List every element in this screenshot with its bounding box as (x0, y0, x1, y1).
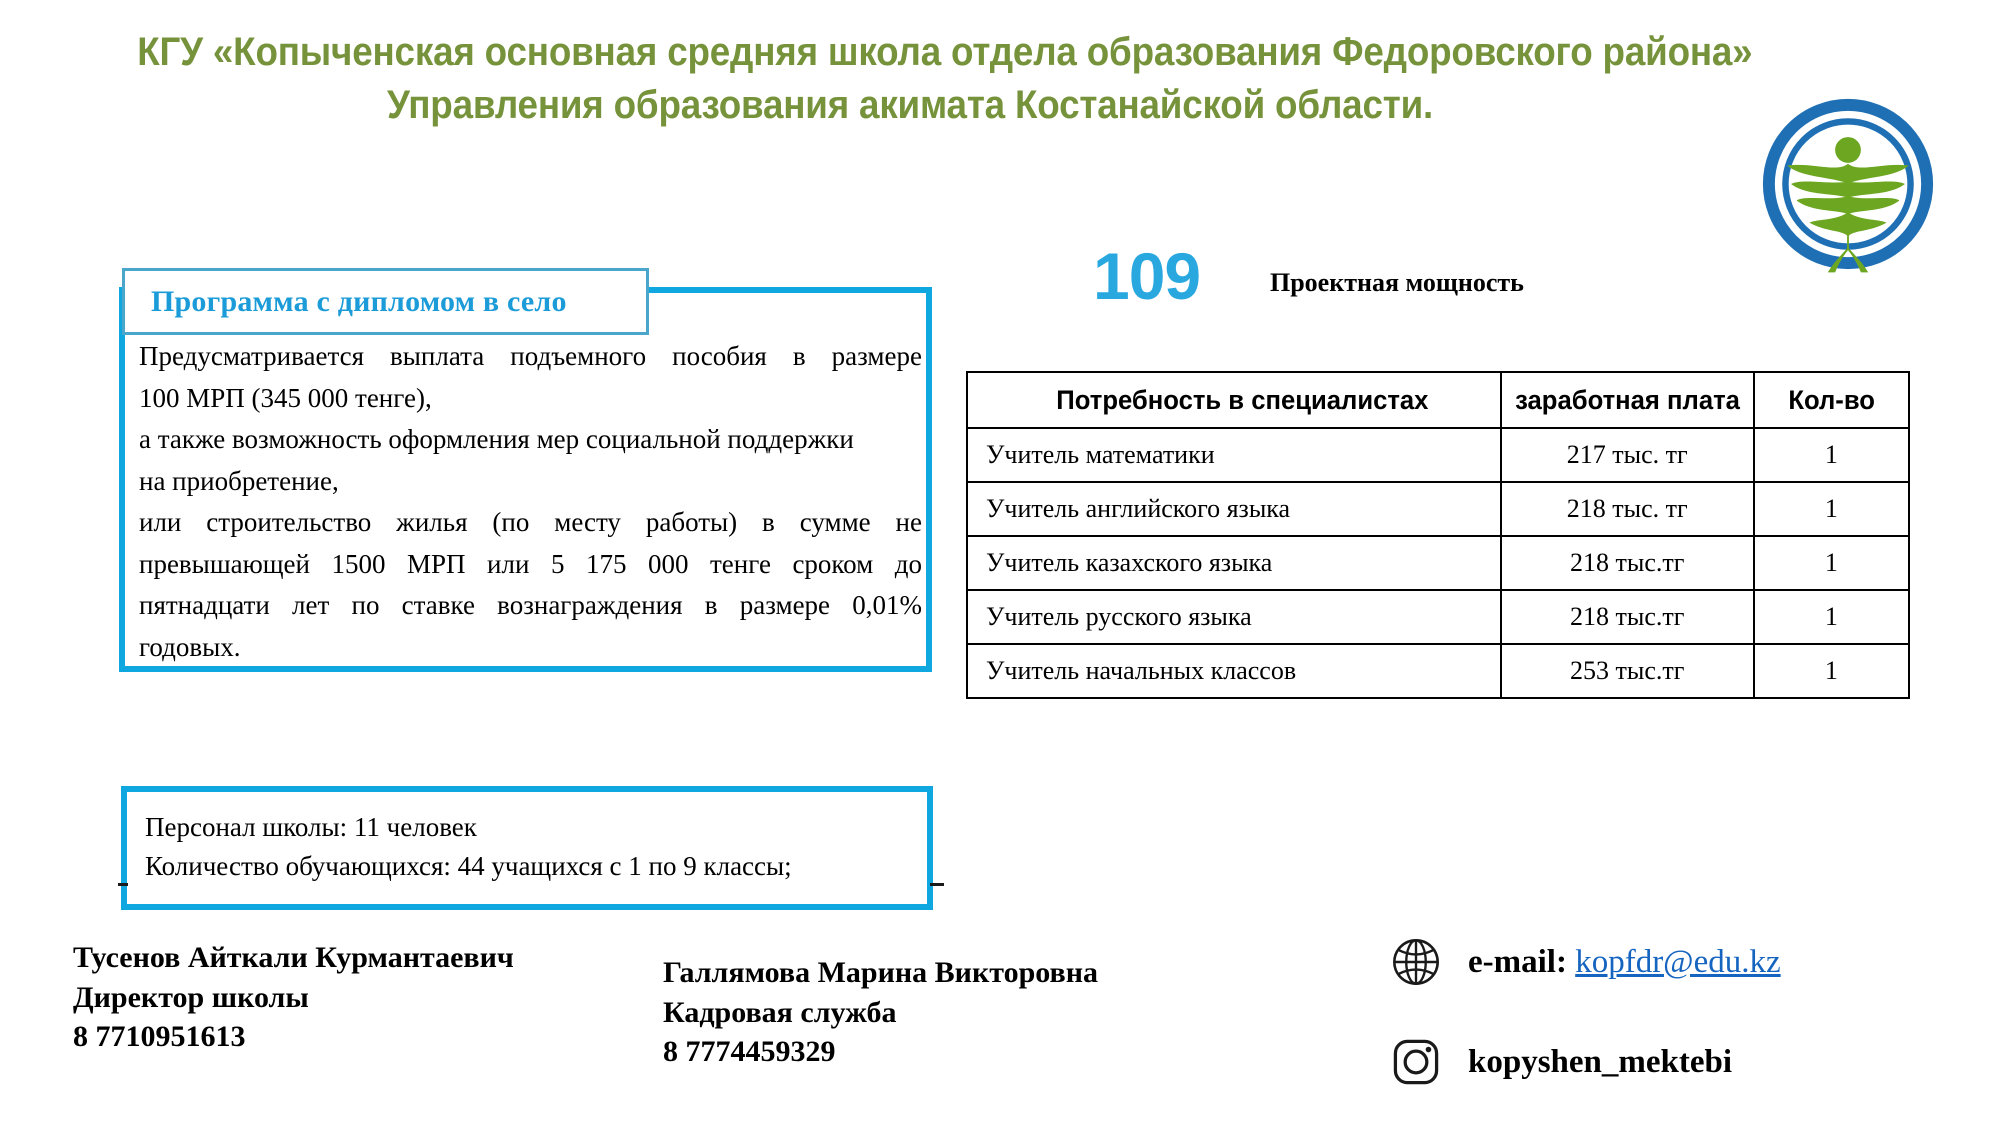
stray-tick-left (118, 883, 128, 886)
cell-salary: 218 тыс.тг (1501, 590, 1754, 644)
program-header-label: Программа с дипломом в село (151, 284, 567, 318)
program-line-4: на приобретение, (139, 465, 339, 496)
email-link[interactable]: kopfdr@edu.kz (1575, 943, 1781, 980)
program-body-text (139, 336, 922, 669)
email-text (1468, 944, 1781, 981)
program-line-7: пятнадцати лет по ставке вознаграждения в размере 0,01% (139, 590, 922, 621)
program-line-3: а также возможность оформления мер социальной поддержки (139, 424, 854, 455)
cell-qty: 1 (1754, 644, 1909, 698)
cell-role: Учитель начальных классов (967, 644, 1501, 698)
table-header-salary: заработная плата (1507, 372, 1747, 428)
contact-name: Тусенов Айткали Курмантаевич (73, 941, 514, 974)
cell-role: Учитель русского языка (967, 590, 1501, 644)
cell-salary: 253 тыс.тг (1501, 644, 1754, 698)
cell-salary: 217 тыс. тг (1501, 428, 1754, 482)
cell-role: Учитель математики (967, 428, 1501, 482)
table-header-row (967, 372, 1909, 428)
table-row (967, 644, 1909, 698)
cell-qty: 1 (1754, 482, 1909, 536)
cell-role: Учитель казахского языка (967, 536, 1501, 590)
contact-role: Директор школы (73, 980, 309, 1014)
program-line-8: годовых. (139, 632, 241, 663)
program-line-5: или строительство жилья (по месту работы) в сумме не (139, 507, 922, 538)
specialist-needs-table (966, 371, 1910, 699)
cell-salary: 218 тыс. тг (1501, 482, 1754, 536)
program-header-chip (122, 268, 649, 335)
design-capacity-label: Проектная мощность (1270, 268, 1524, 297)
design-capacity-number: 109 (1093, 239, 1201, 313)
contact-role: Кадровая служба (663, 995, 897, 1029)
instagram-icon (1390, 1036, 1442, 1088)
education-emblem-logo (1756, 92, 1940, 276)
table-row (967, 590, 1909, 644)
email-label: e-mail: (1468, 943, 1567, 980)
cell-qty: 1 (1754, 590, 1909, 644)
cell-qty: 1 (1754, 428, 1909, 482)
table-header-qty: Кол-во (1758, 372, 1906, 428)
table-row (967, 536, 1909, 590)
table-header-role: Потребность в специалистах (980, 372, 1487, 428)
page-title-line-1: КГУ «Копыченская основная средняя школа отдела образования Федоровского района» (137, 30, 1753, 74)
student-count-line: Количество обучающихся: 44 учащихся с 1 по 9 классы; (145, 850, 792, 881)
stray-tick-right (930, 883, 944, 886)
staff-count-line: Персонал школы: 11 человек (145, 812, 477, 842)
contact-phone: 8 7710951613 (73, 1020, 246, 1054)
contact-director (73, 938, 514, 1057)
cell-qty: 1 (1754, 536, 1909, 590)
globe-icon (1390, 936, 1442, 988)
instagram-row (1390, 1036, 1732, 1088)
table-row (967, 482, 1909, 536)
cell-salary: 218 тыс.тг (1501, 536, 1754, 590)
page-title-line-2: Управления образования акимата Костанайской области. (386, 83, 1434, 128)
contact-phone: 8 7774459329 (663, 1035, 836, 1069)
program-line-2: 100 МРП (345 000 тенге), (139, 382, 432, 413)
staff-info-box (121, 786, 933, 910)
email-row (1390, 936, 1781, 988)
table-row (967, 428, 1909, 482)
instagram-handle[interactable]: kopyshen_mektebi (1468, 1043, 1733, 1080)
program-line-1: Предусматривается выплата подъемного пособия в размере (139, 341, 922, 371)
cell-role: Учитель английского языка (967, 482, 1501, 536)
page-title (137, 26, 1753, 132)
contact-hr (663, 953, 1098, 1072)
contact-name: Галлямова Марина Викторовна (663, 956, 1099, 989)
program-line-6: превышающей 1500 МРП или 5 175 000 тенге сроком до (139, 548, 922, 579)
